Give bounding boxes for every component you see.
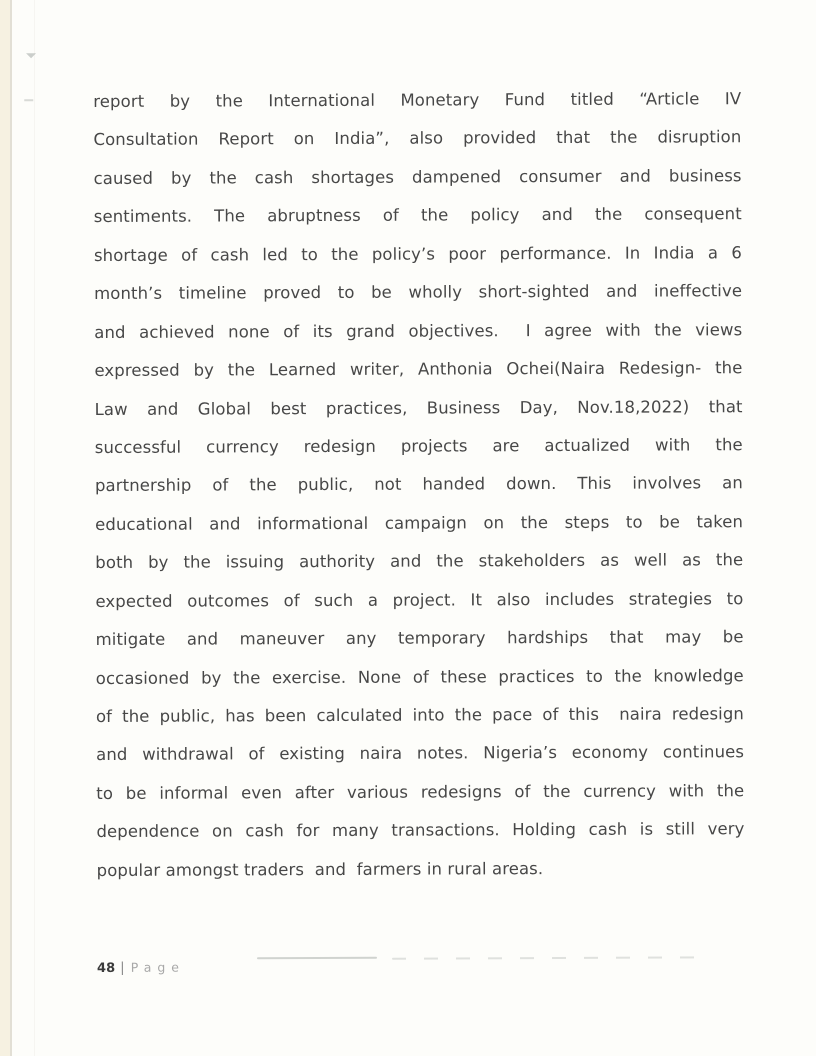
text-line: and achieved none of its grand objectives. I agree with the views: [94, 319, 743, 342]
footer-separator: |: [120, 959, 125, 976]
text-line: Consultation Report on India”, also provided that the disruption: [93, 127, 742, 150]
text-block: [93, 80, 745, 890]
text-line: shortage of cash led to the policy’s poor performance. In India a 6: [93, 242, 742, 265]
scan-streak: [392, 956, 712, 959]
text-line: to be informal even after various redesigns of the currency with the: [96, 781, 745, 803]
text-line: successful currency redesign projects are actualized with the: [94, 435, 743, 457]
text-line: of the public, has been calculated into the pace of this naira redesign: [95, 704, 744, 726]
page-number: 48: [97, 960, 116, 976]
text-line: Law and Global best practices, Business Day, Nov.18,2022) that: [94, 396, 743, 419]
text-line: month’s timeline proved to be wholly short-sighted and ineffective: [94, 281, 743, 304]
text-line: caused by the cash shortages dampened consumer and business: [93, 166, 742, 188]
text-line: dependence on cash for many transactions. Holding cash is still very: [96, 819, 745, 842]
scan-streak: [257, 957, 377, 960]
footer-page-word: Page: [130, 959, 185, 975]
page-footer: [97, 960, 185, 976]
text-line: report by the International Monetary Fund titled “Article IV: [93, 89, 742, 112]
text-line: partnership of the public, not handed down. This involves an: [94, 473, 743, 496]
text-line: and withdrawal of existing naira notes. Nigeria’s economy continues: [96, 742, 745, 765]
text-line: occasioned by the exercise. None of these practices to the knowledge: [95, 665, 744, 688]
text-line: both by the issuing authority and the stakeholders as well as the: [95, 550, 744, 573]
text-line: expressed by the Learned writer, Anthonia Ochei(Naira Redesign- the: [94, 358, 743, 381]
scan-artifact: [26, 53, 36, 58]
text-line: mitigate and maneuver any temporary hardships that may be: [95, 627, 744, 650]
text-line: educational and informational campaign on the steps to be taken: [95, 511, 744, 534]
scan-artifact: [24, 99, 33, 101]
text-line: sentiments. The abruptness of the policy and the consequent: [93, 204, 742, 227]
text-line: expected outcomes of such a project. It also includes strategies to: [95, 588, 744, 611]
text-line: popular amongst traders and farmers in rural areas.: [96, 858, 544, 880]
